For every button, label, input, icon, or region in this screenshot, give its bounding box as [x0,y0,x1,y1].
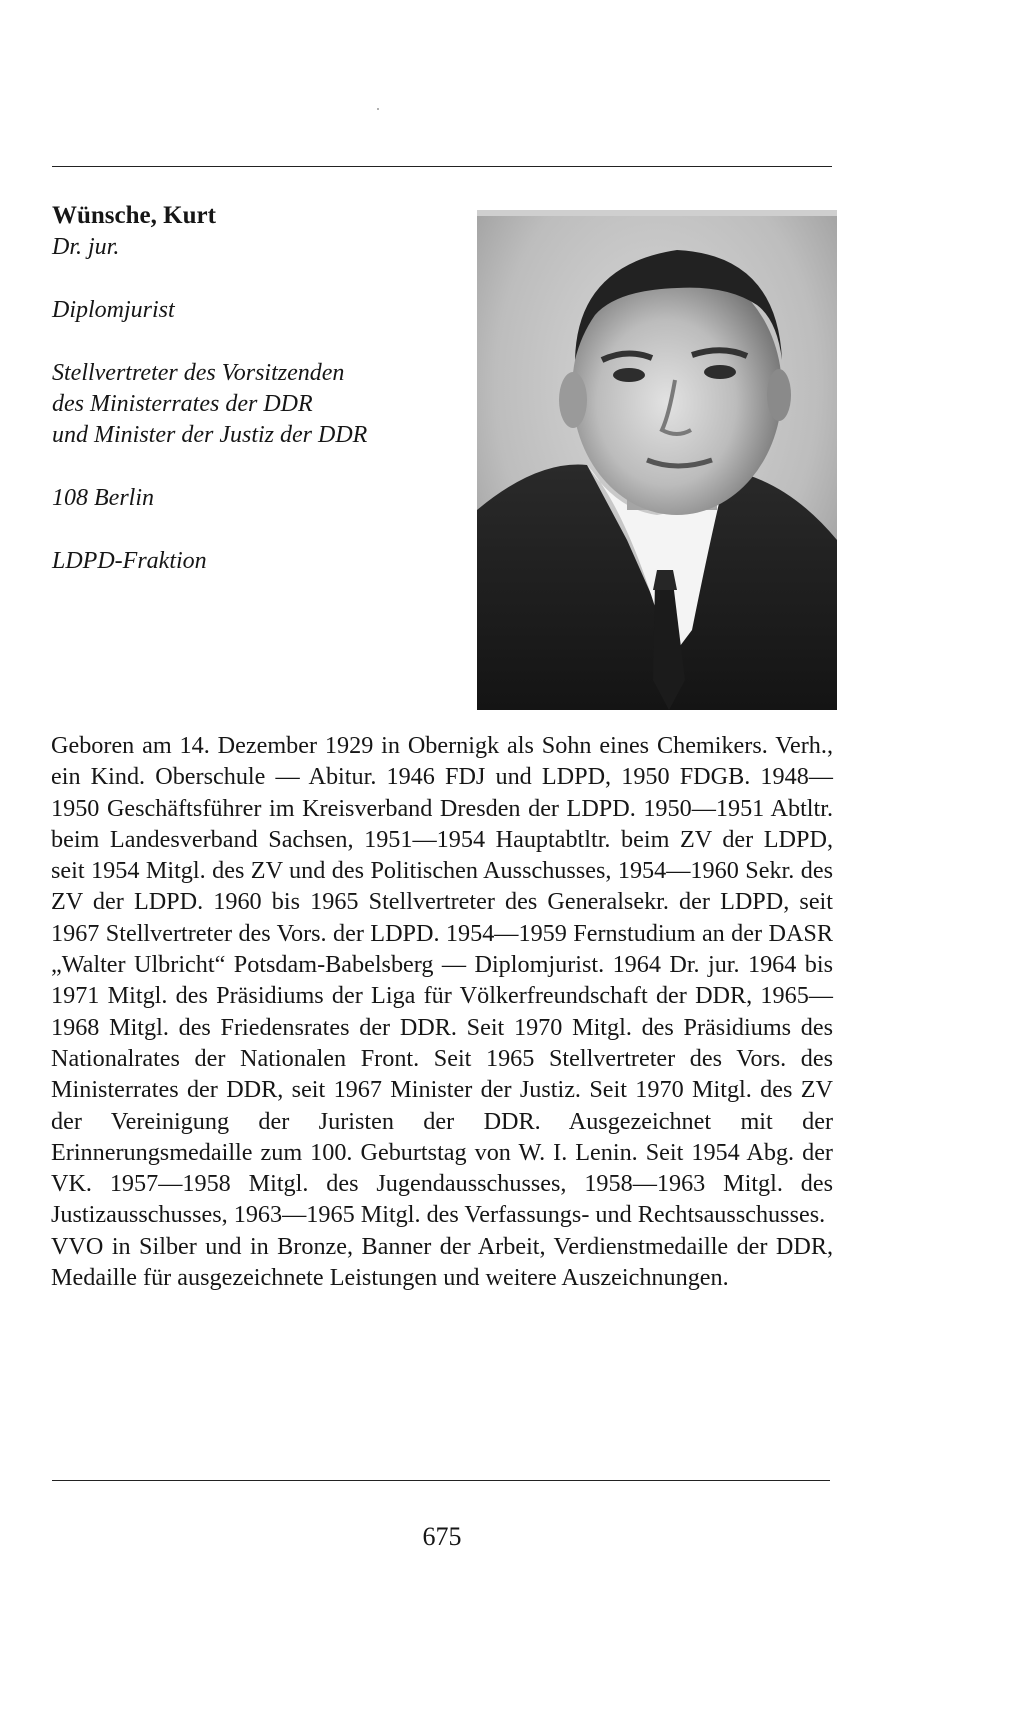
biography-text: Geboren am 14. Dezember 1929 in Obernigk als Sohn eines Chemikers. Verh., ein Kind. Oberschule — Abitur. 1946 FDJ und LDPD, 1950 FDGB. 1948—1950 Geschäftsführer im Kreisverband Dresden der LDPD. 1950—1951 Abtltr. beim Landesverband Sachsen, 1951—1954 Hauptabtltr. beim ZV der LDPD, seit 1954 Mitgl. des ZV und des Politischen Ausschusses, 1954—1960 Sekr. des ZV der LDPD. 1960 bis 1965 Stellvertreter des Generalsekr. der LDPD, seit 1967 Stellvertreter des Vors. der LDPD. 1954—1959 Fernstudium an der DASR „Walter Ulbricht“ Potsdam-Babelsberg — Diplomjurist. 1964 Dr. jur. 1964 bis 1971 Mitgl. des Präsidiums der Liga für Völkerfreundschaft der DDR, 1965—1968 Mitgl. des Friedensrates der DDR. Seit 1970 Mitgl. des Präsidiums des Nationalrates der Nationalen Front. Seit 1965 Stellvertreter des Vors. des Ministerrates der DDR, seit 1967 Minister der Justiz. Seit 1970 Mitgl. des ZV der Vereinigung der Juristen der DDR. Ausgezeichnet mit der Erinnerungsmedaille zum 100. Geburtstag von W. I. Lenin. Seit 1954 Abg. der VK. 1957—1958 Mitgl. des Jugendausschusses, 1958—1963 Mitgl. des Justizausschusses, 1963—1965 Mitgl. des Verfassungs- und Rechtsausschusses. [51,732,833,1229]
position-line-1: Stellvertreter des Vorsitzenden [52,360,345,386]
biography [51,730,833,1293]
entry-header [52,200,472,577]
awards-text: VVO in Silber und in Bronze, Banner der Arbeit, Verdienstmedaille der DDR, Medaille für ausgezeichnete Leistungen und weitere Auszeichnungen. [51,1232,833,1292]
person-name: Wünsche, Kurt [52,202,216,229]
academic-title: Dr. jur. [52,234,120,260]
page-number: 675 [422,1522,462,1551]
position-line-2: des Ministerrates der DDR [52,391,313,417]
faction: LDPD-Fraktion [52,548,207,574]
address: 108 Berlin [52,485,154,511]
profession: Diplomjurist [52,297,175,323]
portrait-photo [477,210,837,710]
position-line-3: und Minister der Justiz der DDR [52,422,368,448]
bottom-rule [52,1480,830,1481]
top-rule [52,166,832,167]
scan-speck [377,108,379,110]
